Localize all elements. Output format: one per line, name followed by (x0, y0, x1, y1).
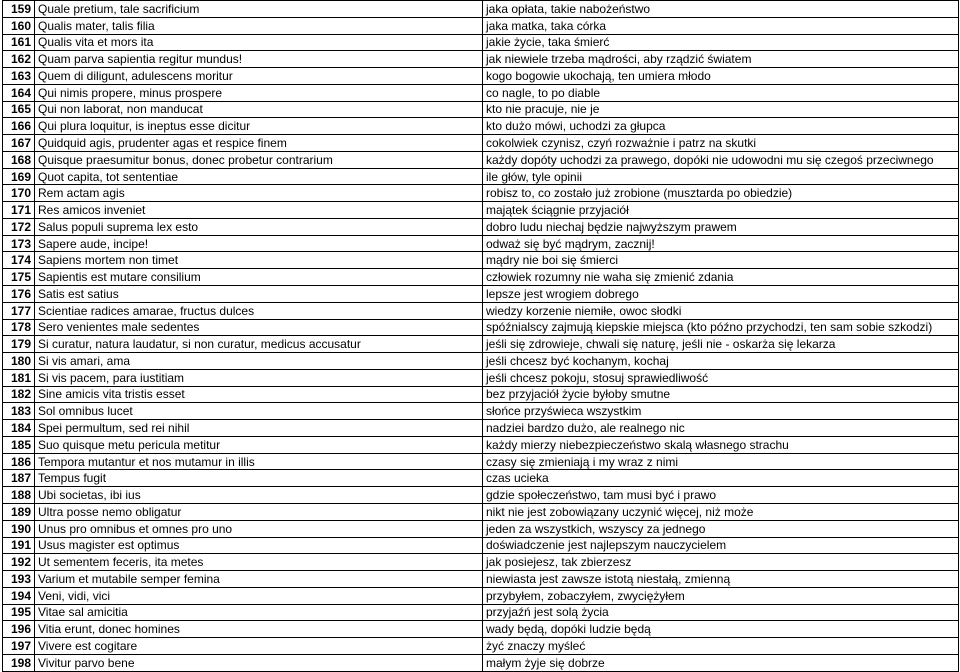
table-row (3, 17, 959, 34)
polish-translation-cell[interactable]: każdy mierzy niebezpieczeństwo skalą własnego strachu (483, 436, 959, 453)
latin-proverb-cell[interactable]: Res amicos inveniet (35, 202, 483, 219)
row-number-cell[interactable]: 185 (3, 436, 35, 453)
polish-translation-cell[interactable]: gdzie społeczeństwo, tam musi być i prawo (483, 487, 959, 504)
table-row (3, 185, 959, 202)
row-number-cell[interactable]: 191 (3, 537, 35, 554)
table-row (3, 202, 959, 219)
polish-translation-cell[interactable]: majątek ściągnie przyjaciół (483, 202, 959, 219)
latin-proverb-cell[interactable]: Quisque praesumitur bonus, donec probetur contrarium (35, 151, 483, 168)
polish-translation-cell[interactable]: czas ucieka (483, 470, 959, 487)
polish-translation-cell[interactable]: jeśli chcesz pokoju, stosuj sprawiedliwość (483, 369, 959, 386)
table-row (3, 503, 959, 520)
polish-translation-cell[interactable]: jaka opłata, takie nabożeństwo (483, 1, 959, 18)
table-row (3, 84, 959, 101)
polish-translation-cell[interactable]: małym żyje się dobrze (483, 654, 959, 671)
polish-translation-cell[interactable]: kogo bogowie ukochają, ten umiera młodo (483, 68, 959, 85)
polish-translation-cell[interactable]: mądry nie boi się śmierci (483, 252, 959, 269)
polish-translation-cell[interactable]: kto nie pracuje, nie je (483, 101, 959, 118)
polish-translation-cell[interactable]: jeśli chcesz być kochanym, kochaj (483, 353, 959, 370)
row-number-cell[interactable]: 160 (3, 17, 35, 34)
row-number-cell[interactable]: 186 (3, 453, 35, 470)
latin-proverb-cell[interactable]: Vitia erunt, donec homines (35, 621, 483, 638)
polish-translation-cell[interactable]: cokolwiek czynisz, czyń rozważnie i patrz na skutki (483, 135, 959, 152)
table-row (3, 319, 959, 336)
row-number-cell[interactable]: 164 (3, 84, 35, 101)
polish-translation-cell[interactable]: kto dużo mówi, uchodzi za głupca (483, 118, 959, 135)
latin-proverb-cell[interactable]: Sol omnibus lucet (35, 403, 483, 420)
latin-proverb-cell[interactable]: Qui plura loquitur, is ineptus esse dicitur (35, 118, 483, 135)
latin-proverb-cell[interactable]: Rem actam agis (35, 185, 483, 202)
row-number-cell[interactable]: 184 (3, 420, 35, 437)
polish-translation-cell[interactable]: nadziei bardzo dużo, ale realnego nic (483, 420, 959, 437)
latin-proverb-cell[interactable]: Spei permultum, sed rei nihil (35, 420, 483, 437)
table-row (3, 168, 959, 185)
row-number-cell[interactable]: 174 (3, 252, 35, 269)
row-number-cell[interactable]: 190 (3, 520, 35, 537)
latin-proverb-cell[interactable]: Qualis mater, talis filia (35, 17, 483, 34)
polish-translation-cell[interactable]: jeśli się zdrowieje, chwali się naturę, jeśli nie - oskarża się lekarza (483, 336, 959, 353)
table-row (3, 286, 959, 303)
polish-translation-cell[interactable]: przyjaźń jest solą życia (483, 604, 959, 621)
table-row (3, 269, 959, 286)
row-number-cell[interactable]: 176 (3, 286, 35, 303)
table-row (3, 51, 959, 68)
row-number-cell[interactable]: 170 (3, 185, 35, 202)
table-row (3, 302, 959, 319)
latin-proverb-cell[interactable]: Vivitur parvo bene (35, 654, 483, 671)
polish-translation-cell[interactable]: jak niewiele trzeba mądrości, aby rządzić światem (483, 51, 959, 68)
latin-proverb-cell[interactable]: Quale pretium, tale sacrificium (35, 1, 483, 18)
table-row (3, 369, 959, 386)
row-number-cell[interactable]: 178 (3, 319, 35, 336)
row-number-cell[interactable]: 198 (3, 654, 35, 671)
row-number-cell[interactable]: 172 (3, 218, 35, 235)
row-number-cell[interactable]: 187 (3, 470, 35, 487)
row-number-cell[interactable]: 197 (3, 638, 35, 655)
polish-translation-cell[interactable]: przybyłem, zobaczyłem, zwyciężyłem (483, 587, 959, 604)
latin-proverb-cell[interactable]: Quidquid agis, prudenter agas et respice finem (35, 135, 483, 152)
latin-proverb-cell[interactable]: Quot capita, tot sententiae (35, 168, 483, 185)
table-row (3, 336, 959, 353)
table-row (3, 151, 959, 168)
latin-proverb-cell[interactable]: Si vis amari, ama (35, 353, 483, 370)
table-row (3, 621, 959, 638)
polish-translation-cell[interactable]: jak posiejesz, tak zbierzesz (483, 554, 959, 571)
polish-translation-cell[interactable]: jaka matka, taka córka (483, 17, 959, 34)
latin-proverb-cell[interactable]: Sero venientes male sedentes (35, 319, 483, 336)
latin-proverb-cell[interactable]: Sapientis est mutare consilium (35, 269, 483, 286)
latin-proverb-cell[interactable]: Si vis pacem, para iustitiam (35, 369, 483, 386)
table-row (3, 68, 959, 85)
latin-proverb-cell[interactable]: Quam parva sapientia regitur mundus! (35, 51, 483, 68)
latin-proverb-cell[interactable]: Salus populi suprema lex esto (35, 218, 483, 235)
latin-proverb-cell[interactable]: Ubi societas, ibi ius (35, 487, 483, 504)
latin-proverb-cell[interactable]: Vitae sal amicitia (35, 604, 483, 621)
polish-translation-cell[interactable]: dobro ludu niechaj będzie najwyższym prawem (483, 218, 959, 235)
table-row (3, 403, 959, 420)
latin-proverb-cell[interactable]: Quem di diligunt, adulescens moritur (35, 68, 483, 85)
table-row (3, 587, 959, 604)
row-number-cell[interactable]: 169 (3, 168, 35, 185)
table-row (3, 654, 959, 671)
polish-translation-cell[interactable]: nikt nie jest zobowiązany uczynić więcej, niż może (483, 503, 959, 520)
row-number-cell[interactable]: 181 (3, 369, 35, 386)
table-row (3, 420, 959, 437)
proverbs-table (2, 0, 959, 672)
polish-translation-cell[interactable]: ile głów, tyle opinii (483, 168, 959, 185)
polish-translation-cell[interactable]: co nagle, to po diable (483, 84, 959, 101)
polish-translation-cell[interactable]: słońce przyświeca wszystkim (483, 403, 959, 420)
row-number-cell[interactable]: 182 (3, 386, 35, 403)
row-number-cell[interactable]: 163 (3, 68, 35, 85)
polish-translation-cell[interactable]: spóźnialscy zajmują kiepskie miejsca (kto późno przychodzi, ten sam sobie szkodzi) (483, 319, 959, 336)
table-row (3, 101, 959, 118)
latin-proverb-cell[interactable]: Sine amicis vita tristis esset (35, 386, 483, 403)
polish-translation-cell[interactable]: wady będą, dopóki ludzie będą (483, 621, 959, 638)
row-number-cell[interactable]: 188 (3, 487, 35, 504)
row-number-cell[interactable]: 183 (3, 403, 35, 420)
row-number-cell[interactable]: 161 (3, 34, 35, 51)
latin-proverb-cell[interactable]: Usus magister est optimus (35, 537, 483, 554)
polish-translation-cell[interactable]: niewiasta jest zawsze istotą niestałą, zmienną (483, 571, 959, 588)
table-row (3, 537, 959, 554)
table-row (3, 235, 959, 252)
row-number-cell[interactable]: 193 (3, 571, 35, 588)
latin-proverb-cell[interactable]: Scientiae radices amarae, fructus dulces (35, 302, 483, 319)
table-row (3, 470, 959, 487)
latin-proverb-cell[interactable]: Vivere est cogitare (35, 638, 483, 655)
row-number-cell[interactable]: 168 (3, 151, 35, 168)
latin-proverb-cell[interactable]: Varium et mutabile semper femina (35, 571, 483, 588)
table-row (3, 1, 959, 18)
row-number-cell[interactable]: 189 (3, 503, 35, 520)
latin-proverb-cell[interactable]: Qui non laborat, non manducat (35, 101, 483, 118)
latin-proverb-cell[interactable]: Si curatur, natura laudatur, si non curatur, medicus accusatur (35, 336, 483, 353)
latin-proverb-cell[interactable]: Satis est satius (35, 286, 483, 303)
polish-translation-cell[interactable]: jakie życie, taka śmierć (483, 34, 959, 51)
row-number-cell[interactable]: 165 (3, 101, 35, 118)
polish-translation-cell[interactable]: odważ się być mądrym, zacznij! (483, 235, 959, 252)
row-number-cell[interactable]: 162 (3, 51, 35, 68)
polish-translation-cell[interactable]: człowiek rozumny nie waha się zmienić zdania (483, 269, 959, 286)
table-row (3, 252, 959, 269)
row-number-cell[interactable]: 194 (3, 587, 35, 604)
latin-proverb-cell[interactable]: Suo quisque metu pericula metitur (35, 436, 483, 453)
table-row (3, 34, 959, 51)
row-number-cell[interactable]: 159 (3, 1, 35, 18)
table-row (3, 386, 959, 403)
row-number-cell[interactable]: 192 (3, 554, 35, 571)
table-row (3, 135, 959, 152)
polish-translation-cell[interactable]: jeden za wszystkich, wszyscy za jednego (483, 520, 959, 537)
table-row (3, 604, 959, 621)
latin-proverb-cell[interactable]: Qualis vita et mors ita (35, 34, 483, 51)
polish-translation-cell[interactable]: każdy dopóty uchodzi za prawego, dopóki nie udowodni mu się czegoś przeciwnego (483, 151, 959, 168)
latin-proverb-cell[interactable]: Ut sementem feceris, ita metes (35, 554, 483, 571)
latin-proverb-cell[interactable]: Qui nimis propere, minus prospere (35, 84, 483, 101)
latin-proverb-cell[interactable]: Unus pro omnibus et omnes pro uno (35, 520, 483, 537)
row-number-cell[interactable]: 167 (3, 135, 35, 152)
latin-proverb-cell[interactable]: Sapere aude, incipe! (35, 235, 483, 252)
row-number-cell[interactable]: 166 (3, 118, 35, 135)
latin-proverb-cell[interactable]: Sapiens mortem non timet (35, 252, 483, 269)
table-row (3, 218, 959, 235)
latin-proverb-cell[interactable]: Tempora mutantur et nos mutamur in illis (35, 453, 483, 470)
table-row (3, 487, 959, 504)
row-number-cell[interactable]: 196 (3, 621, 35, 638)
table-row (3, 520, 959, 537)
polish-translation-cell[interactable]: doświadczenie jest najlepszym nauczycielem (483, 537, 959, 554)
row-number-cell[interactable]: 171 (3, 202, 35, 219)
table-row (3, 118, 959, 135)
latin-proverb-cell[interactable]: Veni, vidi, vici (35, 587, 483, 604)
polish-translation-cell[interactable]: żyć znaczy myśleć (483, 638, 959, 655)
row-number-cell[interactable]: 180 (3, 353, 35, 370)
table-row (3, 453, 959, 470)
table-row (3, 554, 959, 571)
row-number-cell[interactable]: 175 (3, 269, 35, 286)
row-number-cell[interactable]: 179 (3, 336, 35, 353)
table-row (3, 638, 959, 655)
latin-proverb-cell[interactable]: Tempus fugit (35, 470, 483, 487)
latin-proverb-cell[interactable]: Ultra posse nemo obligatur (35, 503, 483, 520)
polish-translation-cell[interactable]: czasy się zmieniają i my wraz z nimi (483, 453, 959, 470)
table-row (3, 571, 959, 588)
polish-translation-cell[interactable]: robisz to, co zostało już zrobione (musztarda po obiedzie) (483, 185, 959, 202)
table-body (3, 1, 959, 672)
row-number-cell[interactable]: 177 (3, 302, 35, 319)
polish-translation-cell[interactable]: lepsze jest wrogiem dobrego (483, 286, 959, 303)
spreadsheet (2, 0, 958, 672)
row-number-cell[interactable]: 195 (3, 604, 35, 621)
table-row (3, 436, 959, 453)
polish-translation-cell[interactable]: bez przyjaciół życie byłoby smutne (483, 386, 959, 403)
row-number-cell[interactable]: 173 (3, 235, 35, 252)
table-row (3, 353, 959, 370)
polish-translation-cell[interactable]: wiedzy korzenie niemiłe, owoc słodki (483, 302, 959, 319)
